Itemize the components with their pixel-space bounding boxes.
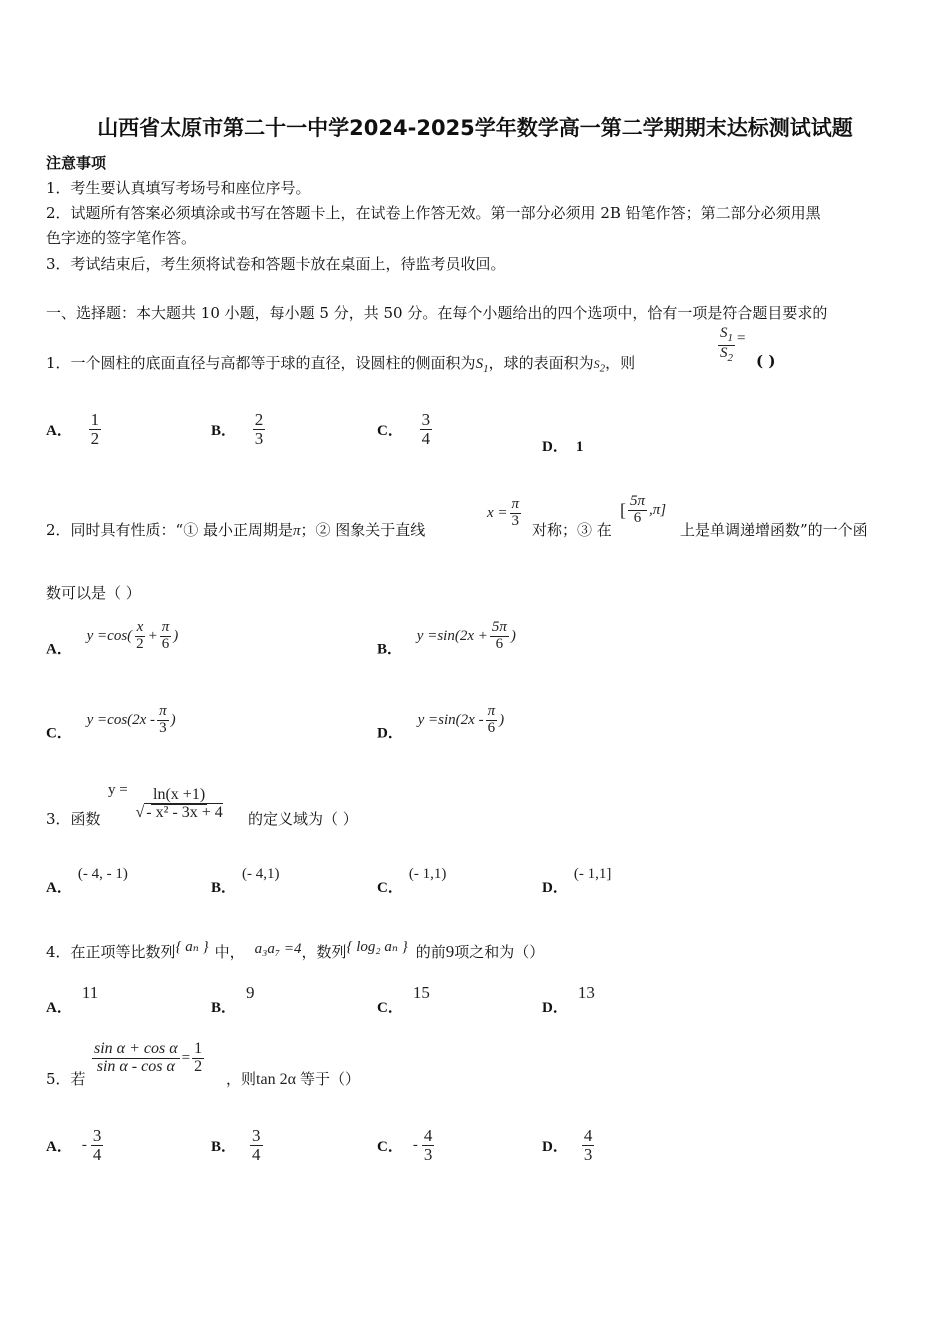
question-text: 一个圆柱的底面直径与高都等于球的直径，设圆柱的侧面积为 bbox=[70, 354, 476, 372]
option-b[interactable]: B． $\frac{3}{4}$ bbox=[211, 1126, 261, 1164]
option-b[interactable]: B． y =sin(2x + $\frac{5\pi}{6}$ ) bbox=[377, 619, 516, 658]
symmetry-line-expr: x = $\frac{\pi}{3}$ bbox=[487, 496, 520, 529]
option-a[interactable]: A．11 bbox=[46, 983, 99, 1016]
s2-symbol: $S_2$ bbox=[593, 357, 606, 375]
notice-item: 3．考试结束后，考生须将试卷和答题卡放在桌面上，待监考员收回。 bbox=[46, 255, 506, 273]
option-b[interactable]: B． $\frac{2}{3}$ bbox=[211, 410, 264, 448]
option-c[interactable]: C． y =cos(2x - $\frac{\pi}{3}$ ) bbox=[46, 703, 176, 742]
option-d[interactable]: D．(- 1,1] bbox=[542, 866, 612, 896]
question-2-stem: 2．同时具有性质：“① 最小正周期是π；② 图象关于直线 bbox=[46, 521, 426, 539]
s1-symbol: $S_1$ bbox=[475, 356, 489, 375]
question-text: ，则 bbox=[605, 354, 636, 372]
ratio-expr: $\frac{\text{sin α + cos α}}{\text{sin α - cos α}}$ = $\frac{1}{2}$ bbox=[94, 1040, 203, 1075]
option-a[interactable]: A．(- 4, - 1) bbox=[46, 866, 128, 896]
option-a[interactable]: A． y =cos( $\frac{x}{2}$ + $\frac{\pi}{6}$ ) bbox=[46, 619, 179, 658]
question-1-stem bbox=[46, 352, 635, 375]
notice-item: 色字迹的签字笔作答。 bbox=[46, 229, 197, 247]
question-number: 1． bbox=[46, 354, 71, 372]
notice-item: 2．试题所有答案必须填涂或书写在答题卡上，在试卷上作答无效。第一部分必须用 2B 铅笔作答；第二部分必须用黑 bbox=[46, 204, 821, 222]
question-number: 4． bbox=[46, 943, 71, 961]
question-text: 上是单调递增函数”的一个函 bbox=[680, 521, 868, 539]
option-d[interactable]: D． y =sin(2x - $\frac{\pi}{6}$ ) bbox=[377, 703, 505, 742]
option-a[interactable]: A． - $\frac{3}{4}$ bbox=[46, 1126, 102, 1164]
page-title: 山西省太原市第二十一中学2024-2025学年数学高一第二学期期末达标测试试题 bbox=[97, 116, 853, 140]
question-5-tail: ，则tan 2α 等于（） bbox=[226, 1070, 360, 1088]
option-b[interactable]: B．9 bbox=[211, 983, 255, 1016]
section-heading: 一、选择题：本大题共 10 小题，每小题 5 分，共 50 分。在每个小题给出的四个选项中，恰有一项是符合题目要求的 bbox=[46, 304, 828, 322]
option-b[interactable]: B．(- 4,1) bbox=[211, 866, 280, 896]
question-number: 5． bbox=[46, 1070, 71, 1088]
question-text: 数可以是（ ） bbox=[46, 584, 141, 602]
interval-expr: [ $\frac{5\pi}{6}$ ,π] bbox=[620, 493, 667, 526]
option-d[interactable]: D． 1 bbox=[542, 439, 584, 455]
question-3-stem: 3．函数 bbox=[46, 810, 101, 828]
question-text: 的定义域为（ ） bbox=[248, 810, 358, 828]
question-text: ，球的表面积为 bbox=[488, 354, 594, 372]
notice-item: 1．考生要认真填写考场号和座位序号。 bbox=[46, 179, 311, 197]
option-d[interactable]: D．13 bbox=[542, 983, 595, 1016]
function-expr: y = $\frac{\ln(x +1)}{\text{√ - x² - 3x + 4}}$ bbox=[108, 782, 223, 822]
question-5-stem: 5．若 bbox=[46, 1070, 86, 1088]
ratio-fraction: $\frac{S_1}{S_2}$ = bbox=[720, 325, 746, 364]
answer-blank: ( ) bbox=[756, 352, 776, 370]
option-c[interactable]: C． $\frac{3}{4}$ bbox=[377, 410, 431, 448]
question-text: 对称；③ 在 bbox=[532, 521, 612, 539]
option-d[interactable]: D． $\frac{4}{3}$ bbox=[542, 1126, 593, 1164]
option-c[interactable]: C． - $\frac{4}{3}$ bbox=[377, 1126, 433, 1164]
question-number: 2． bbox=[46, 521, 71, 539]
option-a[interactable]: A． $\frac{1}{2}$ bbox=[46, 410, 100, 448]
option-c[interactable]: C．(- 1,1) bbox=[377, 866, 447, 896]
notice-heading: 注意事项 bbox=[46, 154, 107, 172]
question-number: 3． bbox=[46, 810, 71, 828]
question-4-stem: 4．在正项等比数列{ aₙ } 中， a₃a₇ =4，数列{ log₂ aₙ } 的前9项之和为（） bbox=[46, 939, 545, 961]
option-c[interactable]: C．15 bbox=[377, 983, 430, 1016]
